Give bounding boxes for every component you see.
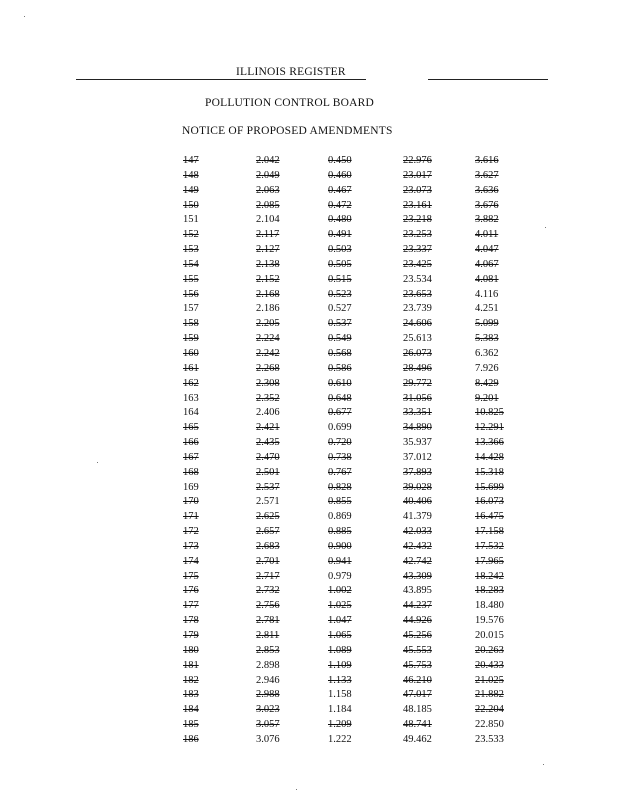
- table-cell: 45.553: [403, 644, 432, 656]
- table-cell: 2.898: [256, 659, 280, 671]
- table-cell: 0.720: [328, 437, 352, 449]
- table-cell: 2.657: [256, 526, 280, 538]
- table-cell: 15.318: [475, 466, 504, 478]
- table-cell: 47.017: [403, 689, 432, 701]
- table-cell: 33.351: [403, 407, 432, 419]
- scan-speck: [545, 227, 546, 228]
- table-cell: 1.222: [328, 733, 352, 745]
- table-cell: 2.988: [256, 689, 280, 701]
- table-row: [183, 510, 523, 525]
- table-cell: 0.586: [328, 362, 352, 374]
- table-row: [183, 703, 523, 718]
- table-cell: 2.811: [256, 630, 280, 641]
- table-cell: 174: [183, 555, 199, 567]
- table-cell: 19.576: [475, 615, 504, 627]
- table-cell: 3.076: [256, 733, 280, 745]
- table-row: [183, 495, 523, 510]
- table-cell: 166: [183, 437, 199, 449]
- table-cell: 2.501: [256, 466, 280, 478]
- table-cell: 0.515: [328, 273, 352, 285]
- table-cell: 31.056: [403, 392, 432, 404]
- table-cell: 4.047: [475, 244, 499, 256]
- table-cell: 15.699: [475, 481, 504, 493]
- table-cell: 163: [183, 392, 199, 404]
- table-cell: 3.636: [475, 184, 499, 196]
- scan-speck: [24, 16, 25, 17]
- table-row: [183, 599, 523, 614]
- table-cell: 2.683: [256, 540, 280, 552]
- table-row: [183, 377, 523, 392]
- table-cell: 2.406: [256, 407, 280, 419]
- table-cell: 37.893: [403, 466, 432, 478]
- table-cell: 177: [183, 600, 199, 612]
- table-row: [183, 451, 523, 466]
- table-cell: 0.610: [328, 377, 352, 389]
- table-cell: 2.117: [256, 229, 280, 241]
- table-cell: 148: [183, 169, 199, 181]
- table-cell: 43.895: [403, 585, 432, 597]
- table-row: [183, 213, 523, 228]
- table-cell: 48.741: [403, 719, 432, 731]
- table-cell: 23.161: [403, 199, 432, 211]
- table-cell: 0.460: [328, 169, 352, 181]
- table-cell: 23.073: [403, 184, 432, 196]
- table-cell: 0.568: [328, 347, 352, 359]
- table-cell: 2.701: [256, 555, 280, 567]
- table-row: [183, 199, 523, 214]
- table-cell: 34.890: [403, 422, 432, 434]
- table-cell: 18.480: [475, 600, 504, 612]
- table-cell: 164: [183, 407, 199, 419]
- table-cell: 4.081: [475, 273, 499, 285]
- table-row: [183, 362, 523, 377]
- table-cell: 44.237: [403, 600, 432, 612]
- table-cell: 45.256: [403, 630, 432, 641]
- table-cell: 173: [183, 540, 199, 552]
- table-cell: 147: [183, 155, 199, 166]
- table-cell: 0.885: [328, 526, 352, 538]
- table-cell: 1.109: [328, 659, 352, 671]
- table-cell: 42.742: [403, 555, 432, 567]
- table-cell: 2.756: [256, 600, 280, 612]
- table-cell: 0.537: [328, 318, 352, 330]
- table-cell: 0.527: [328, 303, 352, 315]
- table-row: [183, 347, 523, 362]
- table-row: [183, 288, 523, 303]
- table-cell: 4.116: [475, 288, 499, 300]
- table-row: [183, 570, 523, 585]
- table-cell: 1.158: [328, 689, 352, 701]
- table-cell: 23.425: [403, 258, 432, 270]
- table-cell: 23.017: [403, 169, 432, 181]
- table-cell: 2.625: [256, 511, 280, 523]
- table-row: [183, 406, 523, 421]
- table-cell: 0.738: [328, 451, 352, 463]
- scan-speck: [296, 789, 297, 790]
- table-cell: 2.571: [256, 496, 280, 508]
- table-cell: 156: [183, 288, 199, 300]
- table-cell: 168: [183, 466, 199, 478]
- table-row: [183, 317, 523, 332]
- table-row: [183, 674, 523, 689]
- table-row: [183, 258, 523, 273]
- header-rule-right: [428, 79, 548, 80]
- table-cell: 39.028: [403, 481, 432, 493]
- table-cell: 2.781: [256, 615, 280, 627]
- table-cell: 0.505: [328, 258, 352, 270]
- table-cell: 43.309: [403, 570, 432, 582]
- table-cell: 0.699: [328, 422, 352, 434]
- notice-title: NOTICE OF PROPOSED AMENDMENTS: [182, 125, 393, 137]
- table-cell: 2.717: [256, 570, 280, 582]
- table-cell: 8.429: [475, 377, 499, 389]
- table-row: [183, 659, 523, 674]
- table-row: [183, 169, 523, 184]
- table-cell: 1.002: [328, 585, 352, 597]
- table-cell: 23.533: [475, 733, 504, 745]
- table-row: [183, 273, 523, 288]
- table-cell: 171: [183, 511, 199, 523]
- table-row: [183, 154, 523, 169]
- table-cell: 13.366: [475, 437, 504, 449]
- table-cell: 3.023: [256, 704, 280, 716]
- table-cell: 23.218: [403, 214, 432, 226]
- table-cell: 0.828: [328, 481, 352, 493]
- table-cell: 23.653: [403, 288, 432, 300]
- table-cell: 37.012: [403, 451, 432, 463]
- table-cell: 9.201: [475, 392, 499, 404]
- table-cell: 2.853: [256, 644, 280, 656]
- table-row: [183, 644, 523, 659]
- table-cell: 152: [183, 229, 199, 241]
- table-cell: 1.025: [328, 600, 352, 612]
- table-cell: 48.185: [403, 704, 432, 716]
- table-cell: 25.613: [403, 333, 432, 345]
- table-cell: 2.049: [256, 169, 280, 181]
- table-cell: 23.534: [403, 273, 432, 285]
- table-cell: 1.133: [328, 674, 352, 686]
- table-cell: 20.433: [475, 659, 504, 671]
- table-cell: 23.253: [403, 229, 432, 241]
- table-cell: 46.210: [403, 674, 432, 686]
- board-name: POLLUTION CONTROL BOARD: [205, 97, 375, 109]
- table-cell: 159: [183, 333, 199, 345]
- table-cell: 4.011: [475, 229, 499, 241]
- table-cell: 176: [183, 585, 199, 597]
- table-cell: 5.099: [475, 318, 499, 330]
- table-cell: 0.523: [328, 288, 352, 300]
- table-row: [183, 466, 523, 481]
- table-cell: 151: [183, 214, 199, 226]
- table-cell: 21.025: [475, 674, 504, 686]
- table-cell: 21.882: [475, 689, 504, 701]
- table-cell: 2.168: [256, 288, 280, 300]
- table-cell: 0.648: [328, 392, 352, 404]
- table-cell: 2.421: [256, 422, 280, 434]
- table-cell: 169: [183, 481, 199, 493]
- table-cell: 3.882: [475, 214, 499, 226]
- table-cell: 22.976: [403, 155, 432, 166]
- table-cell: 0.549: [328, 333, 352, 345]
- table-cell: 0.677: [328, 407, 352, 419]
- table-cell: 2.242: [256, 347, 280, 359]
- table-cell: 4.067: [475, 258, 499, 270]
- table-cell: 49.462: [403, 733, 432, 745]
- table-cell: 0.450: [328, 155, 352, 166]
- table-cell: 186: [183, 733, 199, 745]
- table-row: [183, 629, 523, 644]
- table-cell: 23.739: [403, 303, 432, 315]
- table-cell: 175: [183, 570, 199, 582]
- table-cell: 0.900: [328, 540, 352, 552]
- table-cell: 18.242: [475, 570, 504, 582]
- table-row: [183, 436, 523, 451]
- table-cell: 22.204: [475, 704, 504, 716]
- table-cell: 182: [183, 674, 199, 686]
- table-cell: 2.205: [256, 318, 280, 330]
- table-cell: 2.470: [256, 451, 280, 463]
- table-cell: 2.186: [256, 303, 280, 315]
- table-cell: 180: [183, 644, 199, 656]
- table-cell: 0.869: [328, 511, 352, 523]
- table-cell: 183: [183, 689, 199, 701]
- table-row: [183, 332, 523, 347]
- table-cell: 3.616: [475, 155, 499, 166]
- table-cell: 1.047: [328, 615, 352, 627]
- table-cell: 28.496: [403, 362, 432, 374]
- table-row: [183, 614, 523, 629]
- table-cell: 24.606: [403, 318, 432, 330]
- table-row: [183, 733, 523, 748]
- table-cell: 0.491: [328, 229, 352, 241]
- scan-speck: [543, 764, 544, 765]
- table-cell: 154: [183, 258, 199, 270]
- table-row: [183, 228, 523, 243]
- table-cell: 165: [183, 422, 199, 434]
- table-cell: 0.467: [328, 184, 352, 196]
- table-cell: 3.627: [475, 169, 499, 181]
- table-cell: 16.073: [475, 496, 504, 508]
- data-table: [183, 154, 523, 748]
- table-cell: 2.138: [256, 258, 280, 270]
- table-cell: 44.926: [403, 615, 432, 627]
- table-cell: 162: [183, 377, 199, 389]
- table-cell: 185: [183, 719, 199, 731]
- table-cell: 42.432: [403, 540, 432, 552]
- scan-speck: [97, 462, 98, 463]
- table-cell: 2.127: [256, 244, 280, 256]
- table-cell: 0.941: [328, 555, 352, 567]
- table-cell: 17.532: [475, 540, 504, 552]
- table-cell: 10.825: [475, 407, 504, 419]
- table-cell: 1.065: [328, 630, 352, 641]
- table-row: [183, 302, 523, 317]
- table-cell: 2.063: [256, 184, 280, 196]
- table-cell: 0.767: [328, 466, 352, 478]
- table-cell: 167: [183, 451, 199, 463]
- table-cell: 20.263: [475, 644, 504, 656]
- table-cell: 2.042: [256, 155, 280, 166]
- table-cell: 2.085: [256, 199, 280, 211]
- table-row: [183, 555, 523, 570]
- table-cell: 153: [183, 244, 199, 256]
- table-cell: 0.480: [328, 214, 352, 226]
- table-cell: 158: [183, 318, 199, 330]
- table-cell: 149: [183, 184, 199, 196]
- table-cell: 2.732: [256, 585, 280, 597]
- table-cell: 1.209: [328, 719, 352, 731]
- table-cell: 2.152: [256, 273, 280, 285]
- table-cell: 16.475: [475, 511, 504, 523]
- table-cell: 157: [183, 303, 199, 315]
- table-cell: 14.428: [475, 451, 504, 463]
- table-cell: 0.979: [328, 570, 352, 582]
- table-cell: 2.104: [256, 214, 280, 226]
- table-cell: 17.158: [475, 526, 504, 538]
- table-cell: 2.308: [256, 377, 280, 389]
- table-row: [183, 243, 523, 258]
- table-cell: 161: [183, 362, 199, 374]
- table-row: [183, 540, 523, 555]
- table-cell: 150: [183, 199, 199, 211]
- table-cell: 35.937: [403, 437, 432, 449]
- table-cell: 0.503: [328, 244, 352, 256]
- table-cell: 22.850: [475, 719, 504, 731]
- table-cell: 0.855: [328, 496, 352, 508]
- table-cell: 29.772: [403, 377, 432, 389]
- table-cell: 45.753: [403, 659, 432, 671]
- table-cell: 2.268: [256, 362, 280, 374]
- table-cell: 17.965: [475, 555, 504, 567]
- table-cell: 3.676: [475, 199, 499, 211]
- table-row: [183, 392, 523, 407]
- register-title: ILLINOIS REGISTER: [236, 66, 346, 78]
- table-cell: 179: [183, 630, 199, 641]
- table-row: [183, 718, 523, 733]
- table-row: [183, 525, 523, 540]
- table-cell: 7.926: [475, 362, 499, 374]
- table-cell: 2.224: [256, 333, 280, 345]
- table-cell: 172: [183, 526, 199, 538]
- table-cell: 184: [183, 704, 199, 716]
- table-cell: 4.251: [475, 303, 499, 315]
- table-cell: 42.033: [403, 526, 432, 538]
- table-cell: 1.184: [328, 704, 352, 716]
- table-cell: 40.406: [403, 496, 432, 508]
- table-cell: 23.337: [403, 244, 432, 256]
- table-cell: 170: [183, 496, 199, 508]
- table-cell: 2.435: [256, 437, 280, 449]
- table-row: [183, 481, 523, 496]
- table-cell: 20.015: [475, 630, 504, 641]
- table-cell: 2.352: [256, 392, 280, 404]
- table-row: [183, 184, 523, 199]
- table-cell: 160: [183, 347, 199, 359]
- table-cell: 2.946: [256, 674, 280, 686]
- table-cell: 2.537: [256, 481, 280, 493]
- table-cell: 41.379: [403, 511, 432, 523]
- header-rule-left: [76, 79, 366, 80]
- table-cell: 181: [183, 659, 199, 671]
- table-cell: 155: [183, 273, 199, 285]
- table-cell: 5.383: [475, 333, 499, 345]
- table-row: [183, 421, 523, 436]
- table-cell: 3.057: [256, 719, 280, 731]
- table-cell: 1.089: [328, 644, 352, 656]
- table-cell: 26.073: [403, 347, 432, 359]
- table-cell: 18.283: [475, 585, 504, 597]
- table-cell: 6.362: [475, 347, 499, 359]
- table-cell: 178: [183, 615, 199, 627]
- table-row: [183, 688, 523, 703]
- table-row: [183, 584, 523, 599]
- table-cell: 0.472: [328, 199, 352, 211]
- table-cell: 12.291: [475, 422, 504, 434]
